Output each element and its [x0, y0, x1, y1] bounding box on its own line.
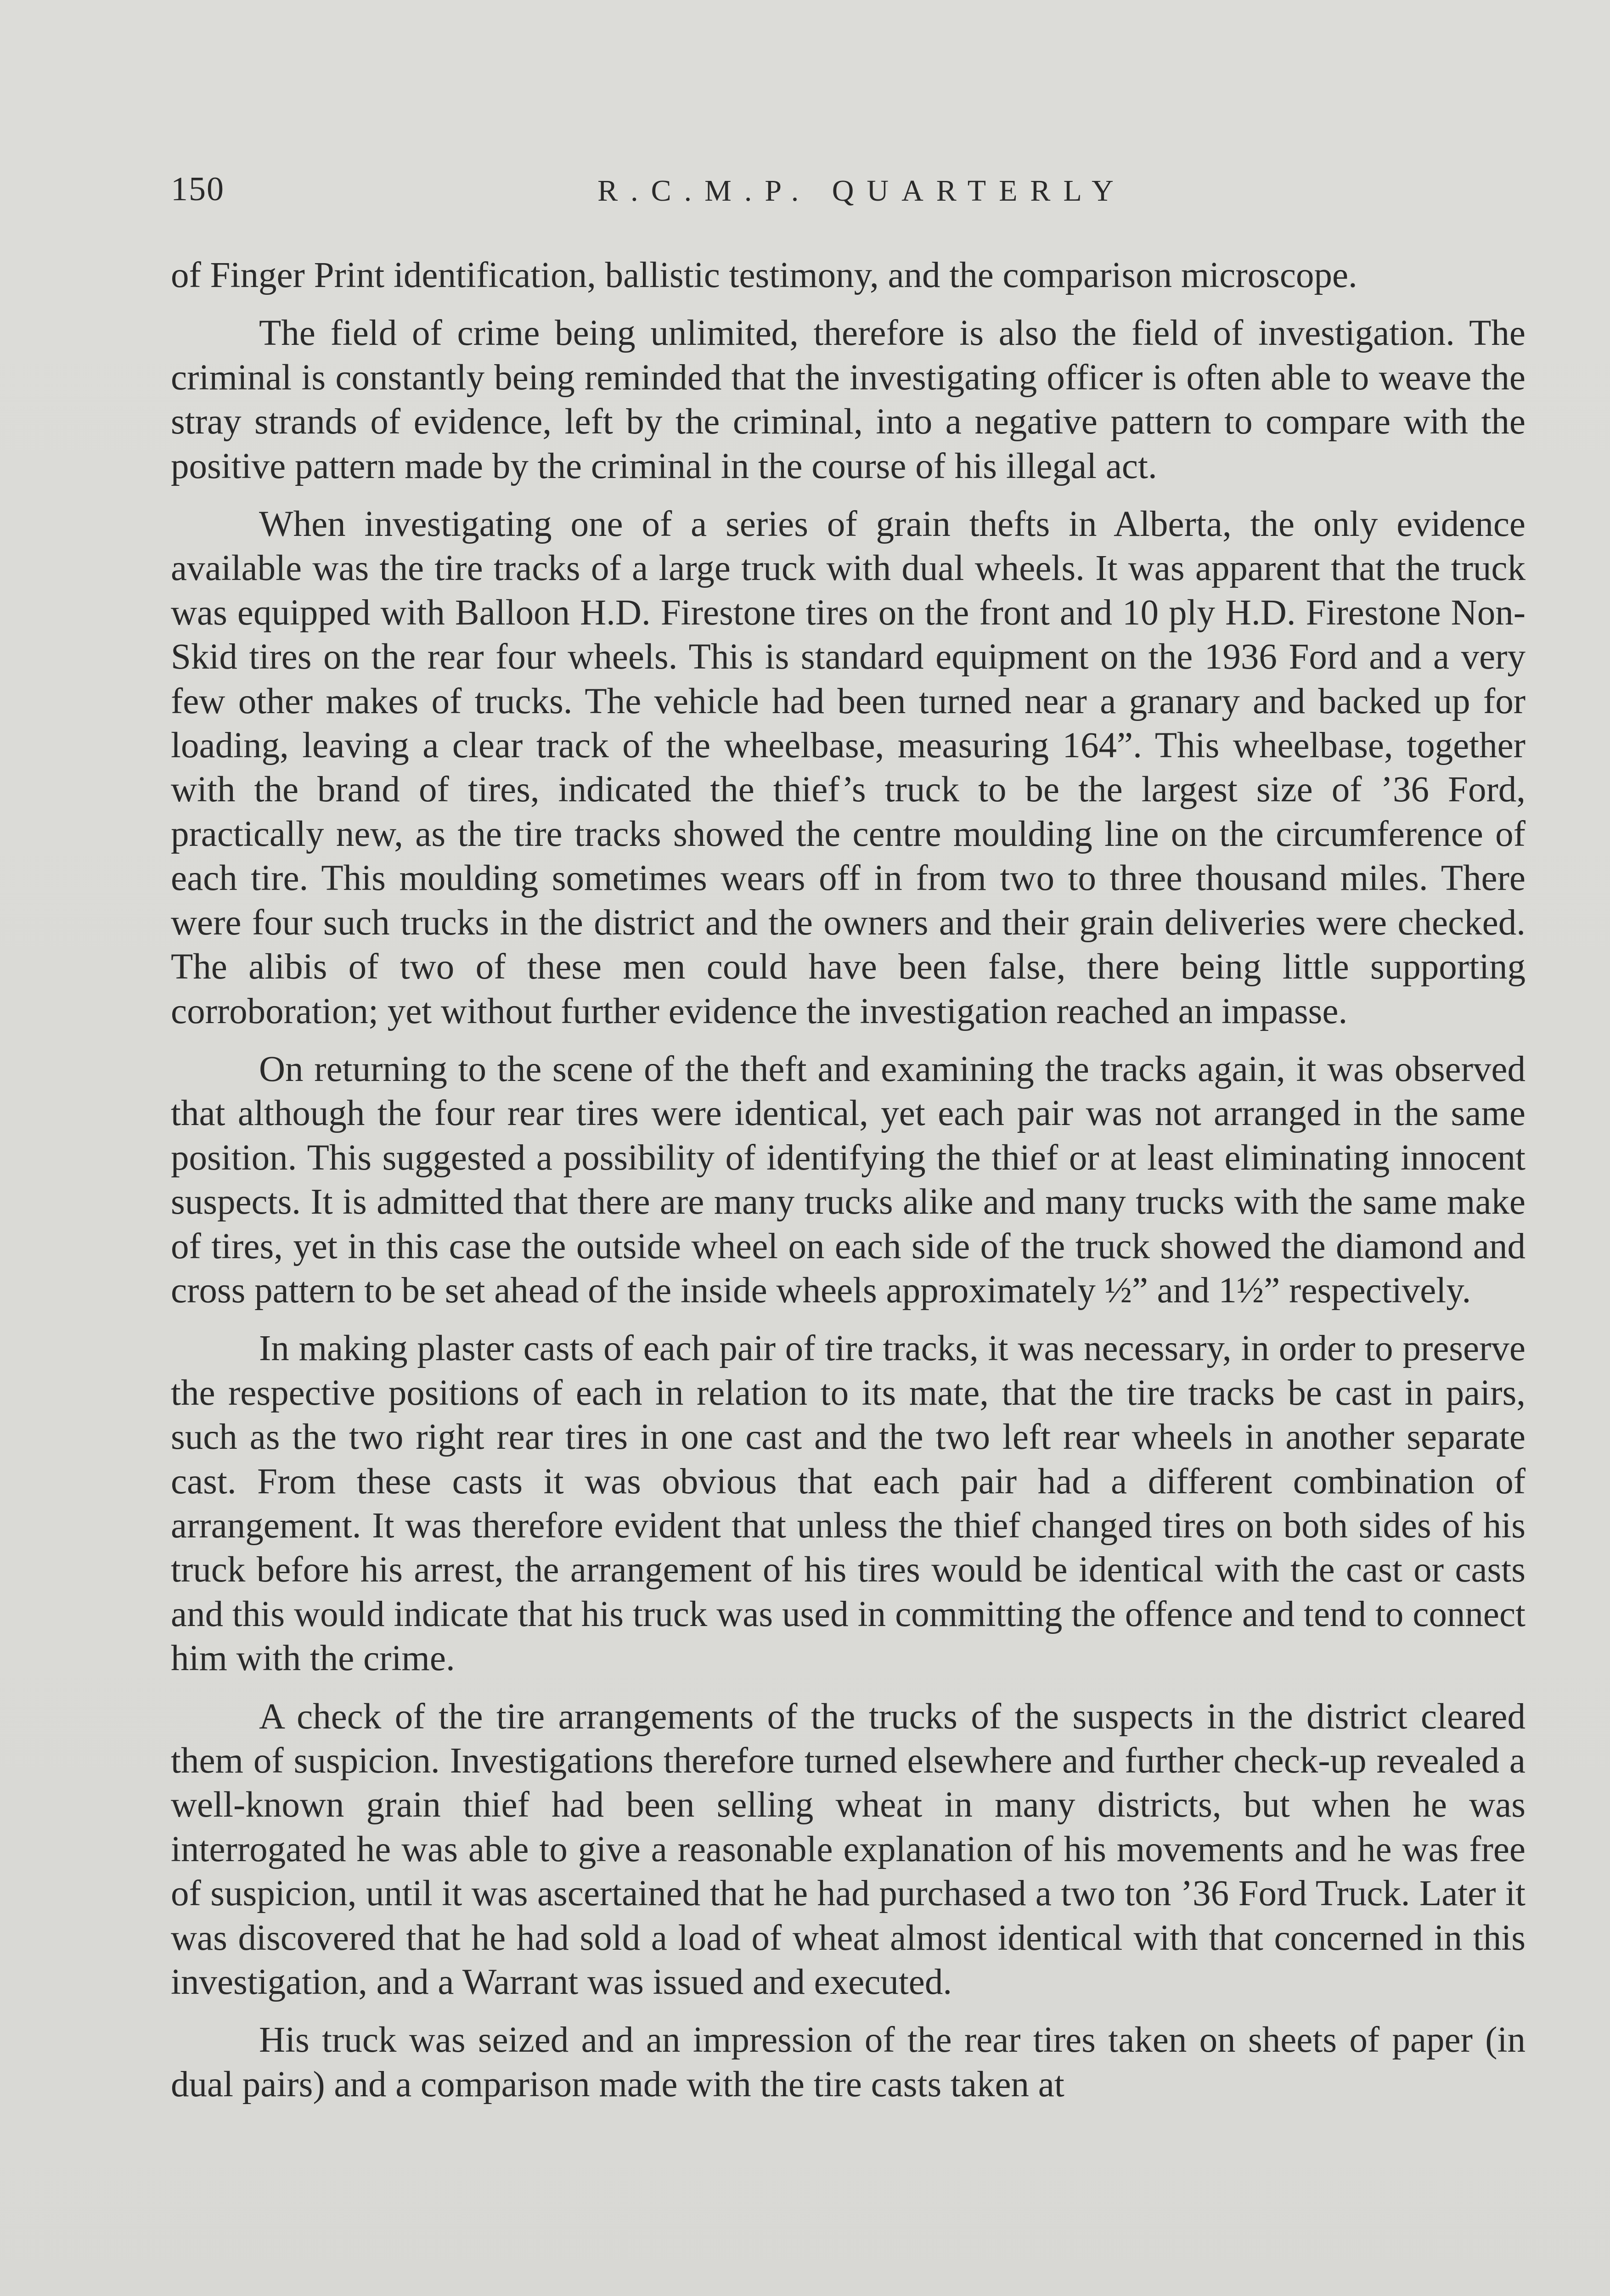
- paragraph-2: The field of crime being unlimited, therefore is also the field of investigation. The criminal is constantly being reminded that the investigating officer is often able to weave the stray strands of evidence, left by the criminal, into a negative pattern to compare with the positive pattern made by the criminal in the course of his illegal act.: [171, 313, 1526, 486]
- paragraph-5: In making plaster casts of each pair of tire tracks, it was necessary, in order to preserve the respective positions of each in relation to its mate, that the tire tracks be cast in pairs, such as the two right rear tires in one cast and the two left rear wheels in another separate cast. From these casts it was obvious that each pair had a different combination of arrangement. It was therefore evident that unless the thief changed tires on both sides of his truck before his arrest, the arrangement of his tires would be identical with the cast or casts and this would indicate that his truck was used in committing the offence and tend to connect him with the crime.: [171, 1328, 1526, 1679]
- running-title: R.C.M.P. QUARTERLY: [597, 174, 1126, 208]
- paragraph-4: On returning to the scene of the theft and examining the tracks again, it was observed that although the four rear tires were identical, yet each pair was not arranged in the same position. This suggested a possibility of identifying the thief or at least eliminating innocent suspects. It is admitted that there are many trucks alike and many trucks with the same make of tires, yet in this case the outside wheel on each side of the truck showed the diamond and cross pattern to be set ahead of the inside wheels approximately ½” and 1½” respectively.: [171, 1049, 1526, 1311]
- page-number: 150: [171, 170, 225, 208]
- paragraph-7: His truck was seized and an impression of the rear tires taken on sheets of paper (in dual pairs) and a comparison made with the tire casts taken at: [171, 2020, 1526, 2105]
- paragraph-1: of Finger Print identification, ballistic testimony, and the comparison microscope.: [171, 255, 1357, 295]
- paragraph-3: When investigating one of a series of grain thefts in Alberta, the only evidence available was the tire tracks of a large truck with dual wheels. It was apparent that the truck was equipped with Balloon H.D. Firestone tires on the front and 10 ply H.D. Firestone Non-Skid tires on the rear four wheels. This is standard equipment on the 1936 Ford and a very few other makes of trucks. The vehicle had been turned near a granary and backed up for loading, leaving a clear track of the wheelbase, measuring 164”. This wheelbase, together with the brand of tires, indicated the thief’s truck to be the largest size of ’36 Ford, practically new, as the tire tracks showed the centre moulding line on the circumference of each tire. This moulding sometimes wears off in from two to three thousand miles. There were four such trucks in the district and the owners and their grain deliveries were checked. The alibis of two of these men could have been false, there being little supporting corroboration; yet without further evidence the investigation reached an impasse.: [171, 504, 1526, 1031]
- running-header: [171, 165, 1526, 220]
- paragraph-6: A check of the tire arrangements of the trucks of the suspects in the district cleared them of suspicion. Investigations therefore turned elsewhere and further check-up revealed a well-known grain thief had been selling wheat in many districts, but when he was interrogated he was able to give a reasonable explanation of his movements and he was free of suspicion, until it was ascertained that he had purchased a two ton ’36 Ford Truck. Later it was discovered that he had sold a load of wheat almost identical with that concerned in this investigation, and a Warrant was issued and executed.: [171, 1696, 1526, 2003]
- article-body: [171, 253, 1526, 2121]
